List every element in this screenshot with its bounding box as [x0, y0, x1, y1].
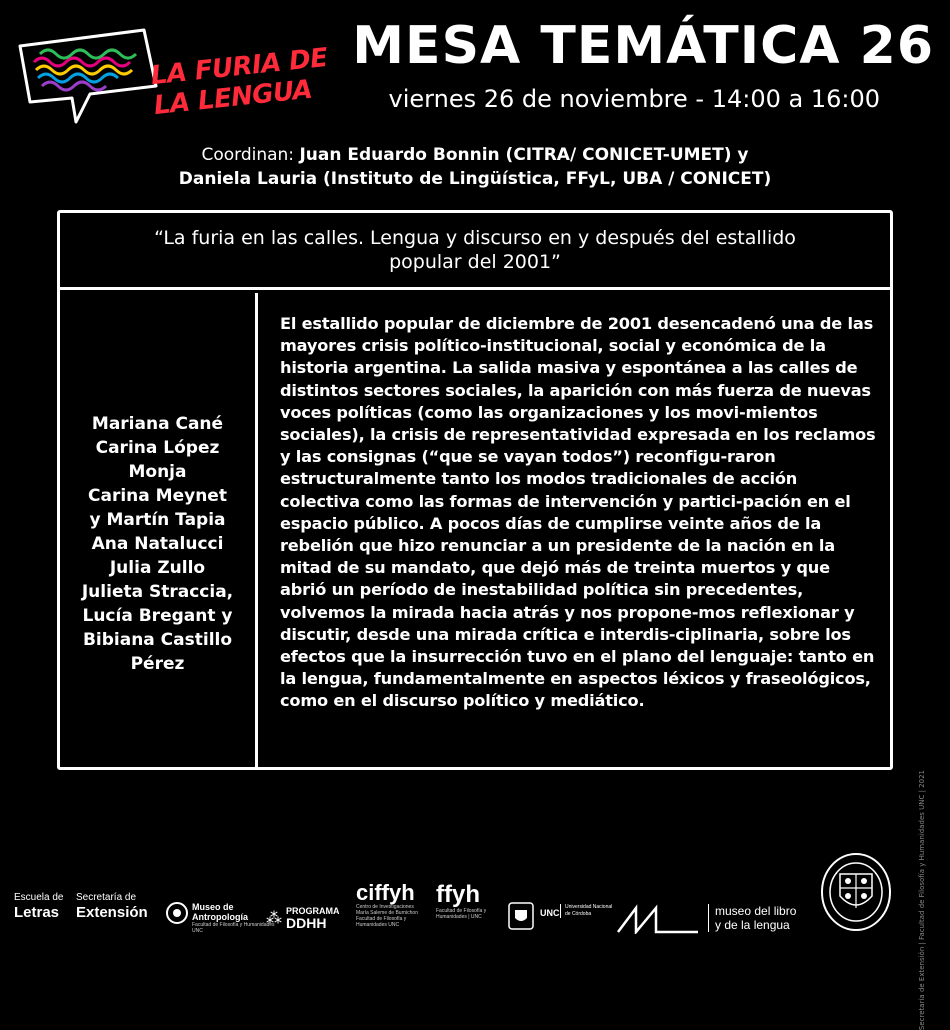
ciffyh-big: ciffyh: [356, 880, 415, 905]
author-line: Mariana Cané: [91, 414, 224, 434]
author-line: Carina Meynet: [88, 486, 227, 506]
escuela-big: Letras: [14, 904, 60, 921]
ciffyh-sub2: Facultad de Filosofía y Humanidades UNC: [356, 916, 407, 928]
event-datetime: viernes 26 de noviembre - 14:00 a 16:00: [388, 85, 880, 113]
ffyh-logo: [436, 882, 496, 920]
escuela-letras-logo: [14, 892, 63, 921]
panel-title: “La furia en las calles. Lengua y discurso en y después del estallido popular del 2001”: [60, 213, 890, 290]
ffyh-big: ffyh: [436, 881, 480, 908]
unc-label: UNC: [540, 908, 560, 918]
authors-list: [82, 384, 233, 676]
logo-text: LA FURIA DE LA LENGUA: [149, 42, 329, 122]
author-line: Ana Natalucci: [91, 534, 224, 554]
author-line: y Martín Tapia: [89, 510, 226, 530]
museo-antropologia-icon: [166, 900, 188, 926]
ciffyh-sub: Centro de Investigaciones María Saleme de Burnichon: [356, 904, 418, 916]
authors-column: [60, 293, 258, 767]
secretaria-small: Secretaría de: [76, 892, 137, 903]
coordinators: [0, 143, 950, 191]
museo-antro-title: Museo de Antropología: [192, 902, 248, 922]
ml-monogram-icon: [616, 904, 700, 934]
secretaria-big: Extensión: [76, 904, 148, 921]
seal-icon: [820, 852, 892, 932]
coord-line1: Juan Eduardo Bonnin (CITRA/ CONICET-UMET) y: [299, 145, 749, 165]
secretaria-extension-logo: [76, 892, 148, 921]
ffyh-sub: Facultad de Filosofía y Humanidades | UNC: [436, 908, 487, 920]
abstract-column: [258, 293, 890, 767]
side-note: Secretaría de Extensión | Facultad de Filosofía y Humanidades UNC | 2021: [918, 770, 926, 1030]
programa-big: DDHH: [286, 915, 327, 931]
panel-box: [57, 210, 893, 770]
author-line: Lucía Bregant y: [82, 606, 233, 626]
footer-logos: [0, 868, 950, 948]
author-line: Pérez: [130, 654, 185, 674]
unc-name: Universidad Nacional de Córdoba: [560, 904, 619, 918]
author-line: Julieta Straccia,: [81, 582, 234, 602]
programa-small: PROGRAMA: [286, 906, 340, 916]
coord-line2: Daniela Lauria (Instituto de Lingüística, FFyL, UBA / CONICET): [178, 169, 772, 189]
escuela-small: Escuela de: [14, 892, 64, 903]
university-seal: [820, 852, 892, 937]
museo-libro-text: museo del libro y de la lengua: [708, 904, 815, 932]
author-line: Monja: [128, 462, 187, 482]
ciffyh-logo: [356, 882, 426, 928]
coord-prefix: Coordinan:: [201, 145, 300, 165]
museo-antro-sub: Facultad de Filosofía y Humanidades UNC: [192, 922, 275, 934]
page-title: MESA TEMÁTICA 26: [352, 16, 934, 76]
author-line: Carina López: [95, 438, 220, 458]
author-line: Bibiana Castillo: [82, 630, 233, 650]
dots-icon: ⁂: [266, 910, 282, 927]
author-line: Julia Zullo: [109, 558, 206, 578]
abstract-text: El estallido popular de diciembre de 2001 desencadenó una de las mayores crisis político-institucional, social y económica de la historia argentina. La salida masiva y espontánea a las calles de distintos sectores sociales, la aparición con más fuerza de nuevas voces políticas (como las organizaciones y los movi-mientos sociales), la crisis de representatividad expresada en los reclamos y las consignas (“que se vayan todos”) reconfigu-raron estructuralmente tanto los modos tradicionales de acción colectiva como las formas de intervención y partici-pación en el espacio público. A pocos días de cumplirse veinte años de la rebelión que hizo renunciar a un presidente de la nación en la mitad de su mandato, que dejó más de treinta muertos y que abrió un período de inestabilidad política sin precedentes, volvemos la mirada hacia atrás y nos propone-mos reflexionar y discutir, desde una mirada crítica e interdis-ciplinaria, sobre los efectos que la insurrección tuvo en el plano del lenguaje: tanto en la lengua, fundamentalmente en aspectos léxicos y fraseológicos, como en el discurso político y mediático.: [280, 314, 876, 711]
unc-shield-icon: [508, 902, 534, 930]
